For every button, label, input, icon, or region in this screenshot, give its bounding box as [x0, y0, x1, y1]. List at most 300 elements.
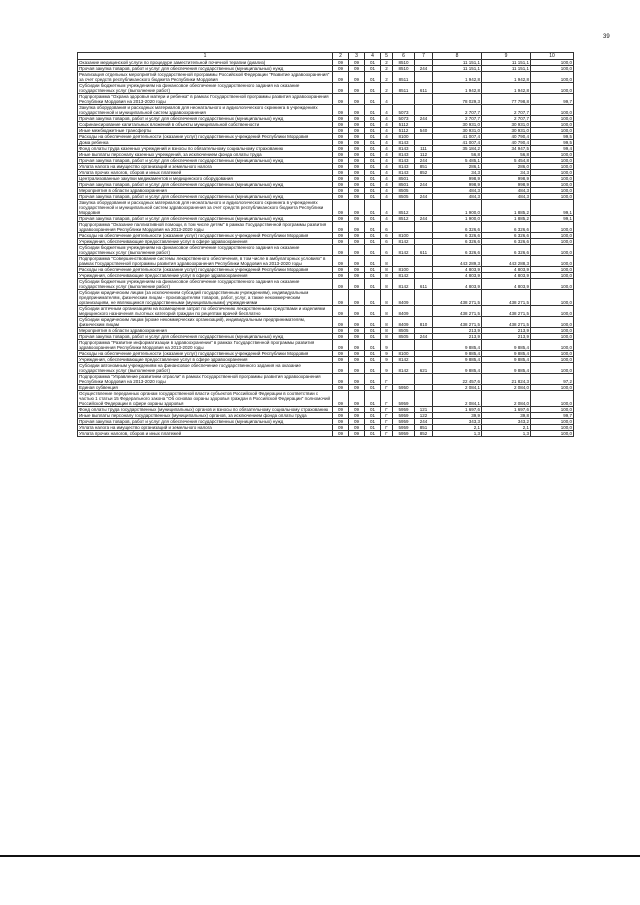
table-row [78, 200, 574, 216]
subprogram-code-cell: 4 [381, 170, 393, 176]
planned-amount-cell: 34,3 [433, 170, 482, 176]
expense-type-cell: 244 [415, 419, 433, 425]
expense-type-cell [415, 306, 433, 317]
subprogram-code-cell: Г [381, 407, 393, 413]
program-code-cell: 01 [365, 60, 381, 66]
execution-percent-cell: 100,0 [531, 233, 574, 239]
column-header: 4 [365, 53, 381, 60]
section-code-cell: 09 [333, 164, 349, 170]
row-name-cell: Прочая закупка товаров, работ и услуг для обеспечения государственных (муниципальных) нужд [78, 334, 333, 340]
section-code-cell: 09 [333, 140, 349, 146]
subsection-code-cell: 09 [349, 222, 365, 233]
subprogram-code-cell: 8 [381, 328, 393, 334]
planned-amount-cell: 4 803,9 [433, 267, 482, 273]
item-code-cell [393, 340, 415, 351]
program-code-cell: 01 [365, 233, 381, 239]
planned-amount-cell: 1,3 [433, 431, 482, 437]
section-code-cell: 09 [333, 122, 349, 128]
column-header: 3 [349, 53, 365, 60]
planned-amount-cell: 438 271,5 [433, 290, 482, 306]
planned-amount-cell: 2 707,7 [433, 116, 482, 122]
planned-amount-cell: 484,3 [433, 194, 482, 200]
execution-percent-cell: 100,0 [531, 105, 574, 116]
subsection-code-cell: 09 [349, 122, 365, 128]
subprogram-code-cell: 8 [381, 306, 393, 317]
column-header: 7 [415, 53, 433, 60]
program-code-cell: 01 [365, 413, 381, 419]
executed-amount-cell: 11 151,1 [482, 60, 531, 66]
expense-type-cell: 244 [415, 158, 433, 164]
section-code-cell: 09 [333, 385, 349, 391]
expense-type-cell: 540 [415, 128, 433, 134]
table-row [78, 317, 574, 328]
item-code-cell: 8501 [393, 176, 415, 182]
program-code-cell: 01 [365, 146, 381, 152]
expense-type-cell: 611 [415, 279, 433, 290]
subsection-code-cell: 09 [349, 60, 365, 66]
subprogram-code-cell: 8 [381, 267, 393, 273]
executed-amount-cell: 438 271,5 [482, 317, 531, 328]
planned-amount-cell: 9 885,4 [433, 357, 482, 363]
item-code-cell: 8510 [393, 60, 415, 66]
table-row [78, 290, 574, 306]
executed-amount-cell: 1 885,2 [482, 200, 531, 216]
execution-percent-cell: 100,0 [531, 239, 574, 245]
planned-amount-cell: 6 326,6 [433, 233, 482, 239]
subprogram-code-cell: 8 [381, 256, 393, 267]
item-code-cell [393, 374, 415, 385]
item-code-cell: 5950 [393, 385, 415, 391]
execution-percent-cell: 100,0 [531, 116, 574, 122]
program-code-cell: 01 [365, 122, 381, 128]
program-code-cell: 01 [365, 328, 381, 334]
row-name-cell: Расходы на обеспечение деятельности (оказание услуг) государственных учреждений Республики Мордовия [78, 351, 333, 357]
executed-amount-cell: 286,0 [482, 164, 531, 170]
subsection-code-cell: 09 [349, 431, 365, 437]
planned-amount-cell: 213,9 [433, 328, 482, 334]
subprogram-code-cell: 4 [381, 128, 393, 134]
executed-amount-cell: 11 151,1 [482, 66, 531, 72]
subprogram-code-cell: 4 [381, 152, 393, 158]
planned-amount-cell: 22 457,6 [433, 374, 482, 385]
subprogram-code-cell: 9 [381, 357, 393, 363]
row-name-cell: Подпрограмма "Управление развитием отрасли" в рамках Государственной программы развития здравоохранения Республики Мордовия на 2013-2020 годы [78, 374, 333, 385]
planned-amount-cell: 56,8 [433, 152, 482, 158]
program-code-cell: 01 [365, 290, 381, 306]
section-code-cell: 09 [333, 413, 349, 419]
executed-amount-cell: 77 798,8 [482, 94, 531, 105]
program-code-cell: 01 [365, 363, 381, 374]
program-code-cell: 01 [365, 425, 381, 431]
planned-amount-cell: 30 931,0 [433, 128, 482, 134]
section-code-cell: 09 [333, 363, 349, 374]
planned-amount-cell: 438 271,5 [433, 306, 482, 317]
subsection-code-cell: 09 [349, 134, 365, 140]
column-header: 8 [433, 53, 482, 60]
execution-percent-cell: 100,0 [531, 317, 574, 328]
subsection-code-cell: 09 [349, 176, 365, 182]
row-name-cell: Расходы на обеспечение деятельности (оказание услуг) государственных учреждений Республики Мордовия [78, 233, 333, 239]
expense-type-cell: 810 [415, 317, 433, 328]
item-code-cell: 8143 [393, 164, 415, 170]
program-code-cell: 01 [365, 334, 381, 340]
subsection-code-cell: 09 [349, 233, 365, 239]
section-code-cell: 09 [333, 374, 349, 385]
subprogram-code-cell: Г [381, 413, 393, 419]
expense-type-cell: 611 [415, 245, 433, 256]
section-code-cell: 09 [333, 200, 349, 216]
executed-amount-cell: 39,8 [482, 413, 531, 419]
section-code-cell: 09 [333, 83, 349, 94]
execution-percent-cell: 100,0 [531, 182, 574, 188]
section-code-cell: 09 [333, 72, 349, 83]
executed-amount-cell: 34,3 [482, 170, 531, 176]
subprogram-code-cell: 4 [381, 122, 393, 128]
row-name-cell: Учреждения, обеспечивающие предоставление услуг в сфере здравоохранения [78, 239, 333, 245]
subsection-code-cell: 09 [349, 279, 365, 290]
program-code-cell: 01 [365, 94, 381, 105]
expense-type-cell: 851 [415, 425, 433, 431]
subsection-code-cell: 09 [349, 72, 365, 83]
subprogram-code-cell: Г [381, 391, 393, 407]
subprogram-code-cell: 8 [381, 279, 393, 290]
subsection-code-cell: 09 [349, 351, 365, 357]
row-name-cell: Субсидии аптечным организациям на возмещение затрат по обеспечению лекарственными средствами и изделиями медицинского назначения льготных категорий граждан по рецептам врачей бесплатно [78, 306, 333, 317]
executed-amount-cell: 34 947,5 [482, 146, 531, 152]
section-code-cell: 09 [333, 216, 349, 222]
program-code-cell: 01 [365, 182, 381, 188]
item-code-cell: 5959 [393, 391, 415, 407]
column-header: 10 [531, 53, 574, 60]
subsection-code-cell: 09 [349, 391, 365, 407]
item-code-cell: 8512 [393, 216, 415, 222]
executed-amount-cell: 213,9 [482, 334, 531, 340]
row-name-cell: Уплата налога на имущество организаций и земельного налога [78, 425, 333, 431]
expense-type-cell [415, 72, 433, 83]
section-code-cell: 09 [333, 391, 349, 407]
subprogram-code-cell: 8 [381, 317, 393, 328]
item-code-cell: 8511 [393, 72, 415, 83]
subsection-code-cell: 09 [349, 116, 365, 122]
subsection-code-cell: 09 [349, 245, 365, 256]
subsection-code-cell: 09 [349, 419, 365, 425]
program-code-cell: 01 [365, 374, 381, 385]
item-code-cell: 8409 [393, 290, 415, 306]
execution-percent-cell: 100,0 [531, 128, 574, 134]
execution-percent-cell: 100,0 [531, 273, 574, 279]
row-name-cell: Мероприятия в области здравоохранения [78, 188, 333, 194]
program-code-cell: 01 [365, 158, 381, 164]
item-code-cell: 8409 [393, 317, 415, 328]
section-code-cell: 09 [333, 194, 349, 200]
program-code-cell: 01 [365, 66, 381, 72]
section-code-cell: 09 [333, 134, 349, 140]
execution-percent-cell: 100,0 [531, 385, 574, 391]
section-code-cell: 09 [333, 188, 349, 194]
executed-amount-cell: 438 271,5 [482, 306, 531, 317]
item-code-cell: 5959 [393, 431, 415, 437]
section-code-cell: 09 [333, 317, 349, 328]
execution-percent-cell: 99,5 [531, 134, 574, 140]
expense-type-cell [415, 200, 433, 216]
subprogram-code-cell: 4 [381, 94, 393, 105]
item-code-cell: 8511 [393, 83, 415, 94]
program-code-cell: 01 [365, 357, 381, 363]
row-name-cell: Софинансирование капитальных вложений в объекты муниципальной собственности [78, 122, 333, 128]
planned-amount-cell: 1 697,6 [433, 407, 482, 413]
row-name-cell: Иные межбюджетные трансферты [78, 128, 333, 134]
executed-amount-cell: 213,9 [482, 328, 531, 334]
item-code-cell: 8505 [393, 188, 415, 194]
page-number: 39 [603, 34, 610, 40]
row-name-cell: Уплата налога на имущество организаций и земельного налога [78, 164, 333, 170]
item-code-cell: 8143 [393, 140, 415, 146]
expense-type-cell: 122 [415, 413, 433, 419]
table-row [78, 222, 574, 233]
expense-type-cell [415, 105, 433, 116]
section-code-cell: 09 [333, 170, 349, 176]
execution-percent-cell: 100,0 [531, 83, 574, 94]
row-name-cell: Подпрограмма "Охрана здоровья матери и ребенка" в рамках Государственной программы развития здравоохранения Республики Мордовия на 2013-2020 годы [78, 94, 333, 105]
row-name-cell: Прочая закупка товаров, работ и услуг для обеспечения государственных (муниципальных) нужд [78, 182, 333, 188]
expense-type-cell: 244 [415, 116, 433, 122]
section-code-cell: 09 [333, 176, 349, 182]
subprogram-code-cell: 4 [381, 200, 393, 216]
subsection-code-cell: 09 [349, 152, 365, 158]
item-code-cell: 8100 [393, 134, 415, 140]
execution-percent-cell: 100,0 [531, 279, 574, 290]
expense-type-cell: 621 [415, 363, 433, 374]
row-name-cell: Закупка оборудования и расходных материалов для неонатального и аудиологического скрининга в учреждениях государственной и муниципальной систем здравоохранения за счет средств республиканского бюджета Республики Мордовия [78, 200, 333, 216]
subsection-code-cell: 09 [349, 105, 365, 116]
execution-percent-cell: 100,0 [531, 290, 574, 306]
planned-amount-cell: 1 900,0 [433, 200, 482, 216]
row-name-cell: Учреждения, обеспечивающие предоставление услуг в сфере здравоохранения [78, 273, 333, 279]
subprogram-code-cell: 4 [381, 164, 393, 170]
item-code-cell [393, 94, 415, 105]
execution-percent-cell: 100,0 [531, 176, 574, 182]
executed-amount-cell: 30 931,0 [482, 122, 531, 128]
executed-amount-cell: 2 707,7 [482, 116, 531, 122]
expense-type-cell: 852 [415, 170, 433, 176]
section-code-cell: 09 [333, 66, 349, 72]
table-row [78, 105, 574, 116]
executed-amount-cell: 4 803,9 [482, 267, 531, 273]
row-name-cell: Оказание медицинской услуги по процедуре заместительной почечной терапии (диализ) [78, 60, 333, 66]
execution-percent-cell: 100,0 [531, 170, 574, 176]
execution-percent-cell: 100,0 [531, 245, 574, 256]
program-code-cell: 01 [365, 134, 381, 140]
execution-percent-cell: 100,0 [531, 267, 574, 273]
item-code-cell: 5112 [393, 128, 415, 134]
subprogram-code-cell: 4 [381, 105, 393, 116]
row-name-cell: Закупка оборудования и расходных материалов для неонатального и аудиологического скрининга в учреждениях государственной и муниципальной систем здравоохранения [78, 105, 333, 116]
section-code-cell: 09 [333, 267, 349, 273]
subprogram-code-cell: Г [381, 419, 393, 425]
execution-percent-cell: 99,4 [531, 146, 574, 152]
subsection-code-cell: 09 [349, 216, 365, 222]
subprogram-code-cell: 4 [381, 182, 393, 188]
item-code-cell: 8100 [393, 233, 415, 239]
planned-amount-cell: 41 007,4 [433, 134, 482, 140]
planned-amount-cell: 213,9 [433, 334, 482, 340]
executed-amount-cell: 56,8 [482, 152, 531, 158]
item-code-cell: 8142 [393, 363, 415, 374]
section-code-cell: 09 [333, 306, 349, 317]
execution-percent-cell: 100,0 [531, 363, 574, 374]
section-code-cell: 09 [333, 431, 349, 437]
expense-type-cell: 851 [415, 164, 433, 170]
program-code-cell: 01 [365, 419, 381, 425]
program-code-cell: 01 [365, 176, 381, 182]
executed-amount-cell: 4 803,9 [482, 279, 531, 290]
subsection-code-cell: 09 [349, 363, 365, 374]
program-code-cell: 01 [365, 170, 381, 176]
row-name-cell: Подпрограмма "Развитие информатизации в здравоохранении" в рамках Государственной программы развития здравоохранения Республики Мордовия на 2013-2020 годы [78, 340, 333, 351]
section-code-cell: 09 [333, 340, 349, 351]
item-code-cell: 8142 [393, 273, 415, 279]
execution-percent-cell: 100,0 [531, 340, 574, 351]
subsection-code-cell: 09 [349, 188, 365, 194]
execution-percent-cell: 100,0 [531, 152, 574, 158]
planned-amount-cell: 1 900,0 [433, 216, 482, 222]
subprogram-code-cell: 9 [381, 340, 393, 351]
planned-amount-cell: 443 289,3 [433, 256, 482, 267]
executed-amount-cell: 484,3 [482, 188, 531, 194]
subsection-code-cell: 09 [349, 256, 365, 267]
row-name-cell: Расходы на обеспечение деятельности (оказание услуг) государственных учреждений Республики Мордовия [78, 267, 333, 273]
section-code-cell: 09 [333, 407, 349, 413]
subsection-code-cell: 09 [349, 273, 365, 279]
item-code-cell: 8143 [393, 170, 415, 176]
program-code-cell: 01 [365, 188, 381, 194]
subprogram-code-cell: 4 [381, 194, 393, 200]
executed-amount-cell: 343,2 [482, 419, 531, 425]
subsection-code-cell: 09 [349, 66, 365, 72]
planned-amount-cell: 6 326,6 [433, 222, 482, 233]
expense-type-cell: 244 [415, 334, 433, 340]
execution-percent-cell: 99,1 [531, 200, 574, 216]
planned-amount-cell: 2,1 [433, 425, 482, 431]
subprogram-code-cell: Г [381, 385, 393, 391]
item-code-cell: 8512 [393, 200, 415, 216]
row-name-cell: Расходы на обеспечение деятельности (оказание услуг) государственных учреждений Республики Мордовия [78, 134, 333, 140]
program-code-cell: 01 [365, 140, 381, 146]
program-code-cell: 01 [365, 256, 381, 267]
section-code-cell: 09 [333, 182, 349, 188]
expense-type-cell: 244 [415, 66, 433, 72]
execution-percent-cell: 100,0 [531, 164, 574, 170]
budget-table [77, 52, 574, 437]
page-bottom-rule [0, 855, 640, 857]
planned-amount-cell: 78 029,3 [433, 94, 482, 105]
row-name-cell: Субсидии бюджетным учреждениям на финансовое обеспечение государственного задания на оказание государственных услуг (выполнение работ) [78, 245, 333, 256]
column-header: 1 [78, 53, 333, 60]
subprogram-code-cell: 4 [381, 140, 393, 146]
program-code-cell: 01 [365, 317, 381, 328]
subsection-code-cell: 09 [349, 334, 365, 340]
planned-amount-cell: 343,3 [433, 419, 482, 425]
expense-type-cell: 111 [415, 146, 433, 152]
subprogram-code-cell: 4 [381, 116, 393, 122]
executed-amount-cell: 2 707,7 [482, 105, 531, 116]
item-code-cell: 8142 [393, 357, 415, 363]
section-code-cell: 09 [333, 128, 349, 134]
subsection-code-cell: 09 [349, 413, 365, 419]
executed-amount-cell: 2 084,0 [482, 385, 531, 391]
executed-amount-cell: 1 942,8 [482, 72, 531, 83]
item-code-cell: 8409 [393, 306, 415, 317]
item-code-cell: 8142 [393, 245, 415, 256]
subsection-code-cell: 09 [349, 182, 365, 188]
row-name-cell: Иные выплаты персоналу государственных (муниципальных) органов, за исключением фонда оплаты труда [78, 413, 333, 419]
program-code-cell: 01 [365, 239, 381, 245]
subprogram-code-cell: 6 [381, 245, 393, 256]
row-name-cell: Мероприятия в области здравоохранения [78, 328, 333, 334]
program-code-cell: 01 [365, 194, 381, 200]
execution-percent-cell: 100,0 [531, 351, 574, 357]
execution-percent-cell: 100,0 [531, 419, 574, 425]
planned-amount-cell: 2 707,7 [433, 105, 482, 116]
expense-type-cell: 244 [415, 194, 433, 200]
row-name-cell: Иные выплаты персоналу казенных учреждений, за исключением фонда оплаты труда [78, 152, 333, 158]
execution-percent-cell: 100,0 [531, 431, 574, 437]
planned-amount-cell: 438 271,5 [433, 317, 482, 328]
section-code-cell: 09 [333, 152, 349, 158]
table-row [78, 72, 574, 83]
planned-amount-cell: 484,3 [433, 188, 482, 194]
table-row [78, 363, 574, 374]
program-code-cell: 01 [365, 105, 381, 116]
section-code-cell: 09 [333, 105, 349, 116]
table-row [78, 431, 574, 437]
item-code-cell: 5959 [393, 407, 415, 413]
item-code-cell [393, 222, 415, 233]
item-code-cell: 8142 [393, 279, 415, 290]
item-code-cell: 5959 [393, 413, 415, 419]
row-name-cell: Субсидии юридическим лицам (кроме некоммерческих организаций), индивидуальным предпринимателям, физическим лицам [78, 317, 333, 328]
item-code-cell: 8143 [393, 146, 415, 152]
subsection-code-cell: 09 [349, 170, 365, 176]
row-name-cell: Единая субвенция [78, 385, 333, 391]
execution-percent-cell: 100,0 [531, 72, 574, 83]
subsection-code-cell: 09 [349, 290, 365, 306]
column-header: 6 [393, 53, 415, 60]
program-code-cell: 01 [365, 222, 381, 233]
subprogram-code-cell: Г [381, 425, 393, 431]
executed-amount-cell: 998,9 [482, 176, 531, 182]
section-code-cell: 09 [333, 245, 349, 256]
subprogram-code-cell: 8 [381, 290, 393, 306]
program-code-cell: 01 [365, 200, 381, 216]
row-name-cell: Дома ребенка [78, 140, 333, 146]
row-name-cell: Фонд оплаты труда казенных учреждений и взносы по обязательному социальному страхованию [78, 146, 333, 152]
executed-amount-cell: 9 885,4 [482, 357, 531, 363]
planned-amount-cell: 6 326,6 [433, 239, 482, 245]
program-code-cell: 01 [365, 385, 381, 391]
planned-amount-cell: 1 942,8 [433, 72, 482, 83]
executed-amount-cell: 40 790,4 [482, 134, 531, 140]
item-code-cell: 8143 [393, 152, 415, 158]
program-code-cell: 01 [365, 216, 381, 222]
subsection-code-cell: 09 [349, 200, 365, 216]
execution-percent-cell: 100,0 [531, 60, 574, 66]
subsection-code-cell: 09 [349, 407, 365, 413]
item-code-cell: 8100 [393, 351, 415, 357]
section-code-cell: 09 [333, 351, 349, 357]
subsection-code-cell: 09 [349, 317, 365, 328]
item-code-cell: 5959 [393, 419, 415, 425]
